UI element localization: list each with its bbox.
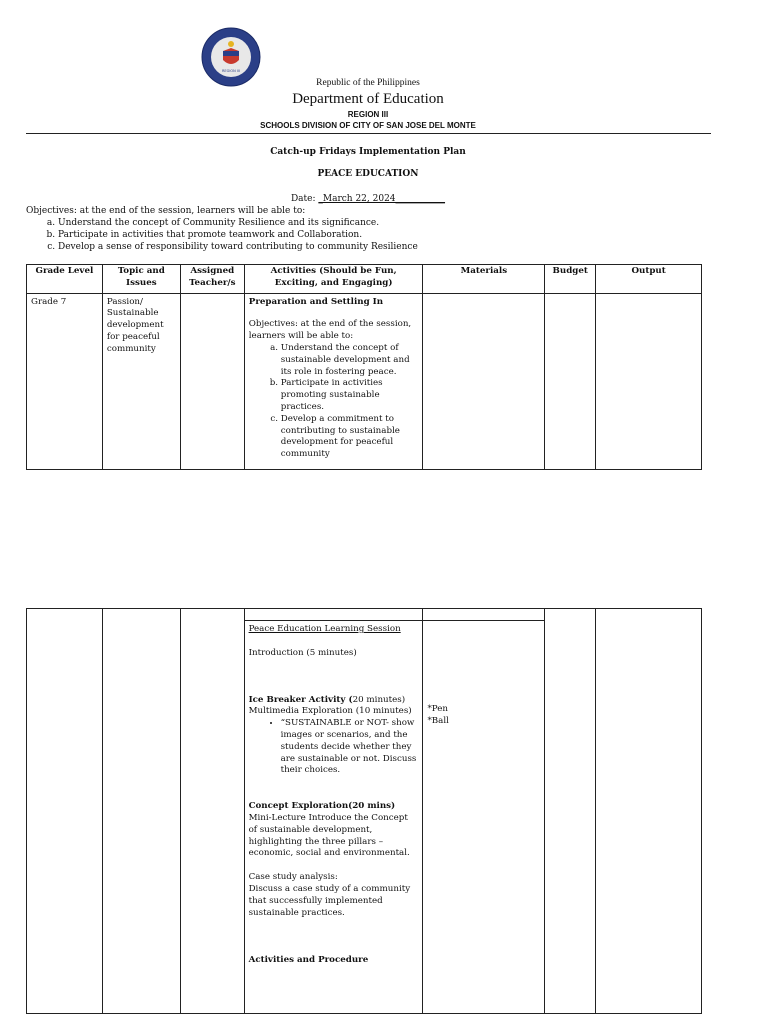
activities-procedure-title: Activities and Procedure [248, 955, 369, 966]
date-value: _March 22, 2024___________ [318, 194, 446, 204]
header-output: Output [596, 265, 702, 294]
department-title: Department of Education [292, 91, 444, 107]
material-item: *Ball [427, 715, 449, 726]
header-activities: Activities (Should be Fun, Exciting, and Engaging) [244, 265, 423, 294]
objectives-intro: Objectives: at the end of the session, learners will be able to: [26, 206, 306, 216]
header-divider [26, 133, 711, 134]
concept-title: Concept Exploration(20 mins) [248, 801, 396, 812]
topic-cell [102, 609, 180, 1014]
objective-item: a. Understand the concept of Community Resilience and its significance. [58, 217, 726, 229]
materials-top-cell [423, 609, 545, 621]
table-header-row [27, 265, 702, 294]
header-budget: Budget [545, 265, 596, 294]
header-teacher: Assigned Teacher/s [180, 265, 244, 294]
table-row [27, 609, 702, 621]
plan-table-page-2 [26, 608, 702, 1014]
activity-objective: b. Participate in activities promoting sustainable practices. [281, 378, 419, 413]
output-cell [596, 609, 702, 1014]
activity-objective: c. Develop a commitment to contributing to sustainable development for peaceful community [281, 414, 419, 461]
date-line [0, 194, 736, 204]
activity-intro: Objectives: at the end of the session, learners will be able to: [248, 319, 412, 342]
objectives [26, 205, 726, 253]
objective-item: b. Participate in activities that promote teamwork and Collaboration. [58, 229, 726, 241]
grade-cell [27, 609, 103, 1014]
output-cell [596, 293, 702, 469]
material-item: *Pen [427, 704, 448, 714]
session-title: Peace Education Learning Session [248, 624, 401, 634]
header-materials: Materials [423, 265, 545, 294]
activities-cell [244, 621, 423, 1014]
icebreaker-rest: 20 minutes) [352, 694, 406, 705]
budget-cell [545, 609, 596, 1014]
multimedia-line: Multimedia Exploration (10 minutes) [248, 706, 412, 717]
concept-body: Mini-Lecture Introduce the Concept of sustainable development, highlighting the three pillars – economic, social and environmental. [248, 812, 410, 859]
materials-cell [423, 293, 545, 469]
activity-objective: a. Understand the concept of sustainable development and its role in fostering peace. [281, 343, 419, 378]
activity-bullet: • “SUSTAINABLE or NOT- show images or scenarios, and the students decide whether they are sustainable or not. Discuss their choices. [281, 718, 419, 777]
teacher-cell [180, 609, 244, 1014]
activity-title: Preparation and Settling In [248, 296, 384, 307]
activities-top-cell [244, 609, 423, 621]
subject-title: PEACE EDUCATION [317, 169, 419, 179]
header-grade-level: Grade Level [27, 265, 103, 294]
intro-line: Introduction (5 minutes) [248, 647, 357, 658]
table-row [27, 293, 702, 469]
icebreaker-bold: Ice Breaker Activity ( [248, 694, 353, 705]
date-label: Date: [290, 194, 319, 204]
topic-cell: Passion/ Sustainable development for peaceful community [102, 293, 180, 469]
case-body: Discuss a case study of a community that successfully implemented sustainable practices. [248, 883, 411, 918]
region-label: REGION III [347, 110, 389, 119]
case-title: Case study analysis: [248, 872, 338, 883]
plan-table-page-1 [26, 264, 702, 470]
materials-cell [423, 621, 545, 1014]
seal-ribbon-text: REGION III [222, 69, 240, 73]
republic-label: Republic of the Philippines [316, 78, 420, 88]
teacher-cell [180, 293, 244, 469]
objective-item: c. Develop a sense of responsibility toward contributing to community Resilience [58, 241, 726, 253]
icebreaker-line [249, 695, 419, 707]
budget-cell [545, 293, 596, 469]
division-label: SCHOOLS DIVISION OF CITY OF SAN JOSE DEL MONTE [260, 121, 476, 130]
plan-title: Catch-up Fridays Implementation Plan [270, 147, 466, 157]
header-topic: Topic and Issues [102, 265, 180, 294]
activities-cell [244, 293, 423, 469]
grade-cell: Grade 7 [27, 293, 103, 469]
